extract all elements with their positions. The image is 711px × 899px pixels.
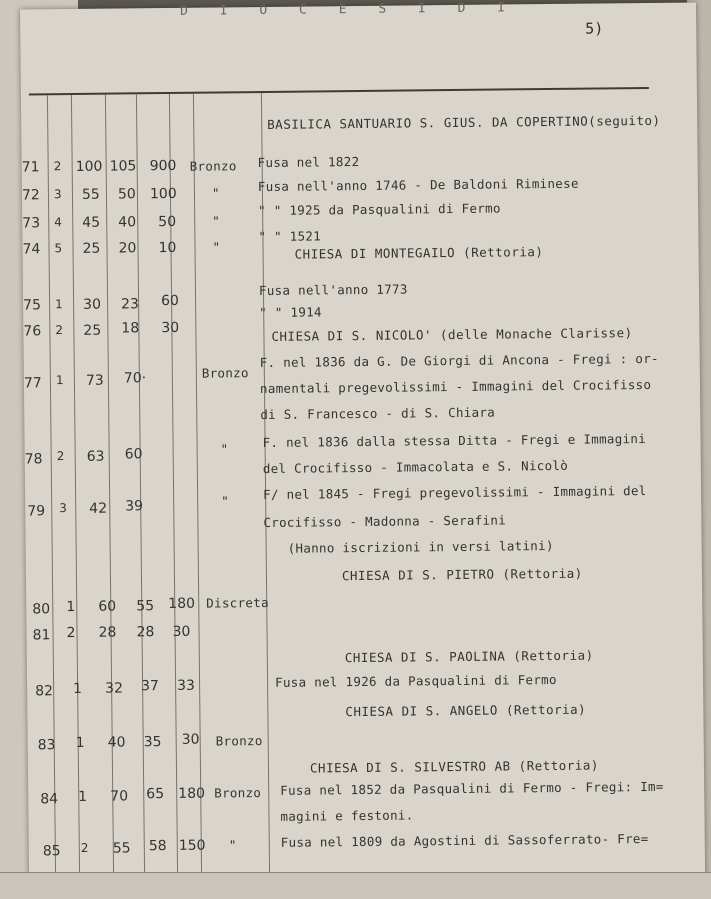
description-continuation: Crocifisso - Madonna - Serafini	[263, 512, 507, 531]
metal: "	[228, 837, 237, 853]
section-heading: CHIESA DI S. PIETRO (Rettoria)	[341, 565, 583, 584]
value-b: 60	[124, 446, 143, 463]
row-number: 80	[32, 601, 51, 618]
value-c: 180	[168, 595, 196, 613]
value-b: 39	[125, 498, 144, 515]
row-number: 82	[35, 683, 54, 700]
value-a: 60	[98, 598, 117, 615]
bell-index: 3	[59, 501, 67, 516]
bell-index: 1	[66, 598, 76, 616]
column-divider	[136, 94, 145, 894]
value-b: 58	[148, 838, 167, 855]
description: Fusa nel 1822	[257, 153, 360, 171]
top-rule	[29, 87, 649, 95]
description: F. nel 1836 da G. De Giorgi di Ancona - Fregi : or-	[259, 350, 659, 371]
description: Fusa nel 1852 da Pasqualini di Fermo - Fregi: Im=	[280, 778, 664, 798]
value-a: 28	[98, 624, 117, 641]
row-number: 85	[42, 843, 61, 860]
row-number: 73	[22, 215, 41, 232]
description: Fusa nell'anno 1773	[258, 281, 408, 299]
page-number: 5)	[585, 19, 604, 38]
description: " " 1521	[258, 228, 322, 245]
row-number: 71	[21, 159, 40, 176]
value-b: 55	[136, 598, 155, 615]
value-c: 30	[161, 319, 180, 337]
value-a: 30	[83, 296, 102, 313]
value-b: 105	[109, 158, 137, 175]
bell-index: 1	[78, 788, 88, 805]
value-b: 20	[118, 240, 137, 257]
value-a: 73	[85, 372, 104, 389]
row-number: 84	[40, 791, 59, 808]
description-continuation: del Crocifisso - Immacolata e S. Nicolò	[262, 457, 569, 477]
section-heading: BASILICA SANTUARIO S. GIUS. DA COPERTINO(seguito)	[267, 112, 661, 132]
value-a: 42	[89, 500, 108, 517]
value-b: 40	[118, 214, 137, 231]
section-heading: CHIESA DI MONTEGAILO (Rettoria)	[294, 244, 544, 262]
metal: "	[212, 213, 221, 229]
row-number: 83	[37, 737, 56, 754]
row-number: 72	[21, 187, 40, 204]
value-a: 25	[83, 322, 102, 339]
underlying-page-bottom	[0, 872, 711, 899]
description: Fusa nel 1926 da Pasqualini di Fermo	[275, 671, 557, 690]
column-divider	[105, 95, 114, 895]
bell-index: 4	[54, 215, 62, 230]
metal: "	[211, 185, 220, 201]
value-a: 63	[86, 448, 105, 465]
bell-index: 1	[75, 734, 85, 751]
value-c: 180	[178, 785, 206, 802]
description-continuation: di S. Francesco - di S. Chiara	[260, 404, 496, 423]
row-number: 81	[32, 627, 51, 644]
value-a: 32	[105, 680, 124, 697]
row-number: 79	[27, 503, 46, 520]
value-c: 10	[158, 239, 177, 257]
row-number: 75	[23, 297, 42, 314]
value-c: 50	[158, 213, 177, 231]
value-b: 28	[136, 624, 155, 641]
bell-index: 1	[55, 373, 64, 388]
value-c: 30	[172, 623, 191, 640]
description: " " 1914	[259, 304, 322, 321]
value-b: 70·	[123, 370, 147, 387]
value-b: 18	[121, 320, 140, 337]
bell-index: 3	[53, 187, 62, 202]
value-a: 55	[81, 186, 100, 203]
metal: Bronzo	[201, 365, 249, 381]
column-divider	[71, 95, 83, 895]
metal: "	[212, 239, 221, 255]
bell-index: 1	[73, 680, 83, 698]
value-a: 45	[82, 214, 101, 231]
value-a: 55	[112, 840, 131, 857]
description-continuation: (Hanno iscrizioni in versi latini)	[287, 537, 554, 556]
bell-index: 5	[54, 241, 63, 256]
value-c: 100	[149, 185, 177, 203]
row-number: 76	[23, 323, 42, 340]
value-c: 900	[149, 157, 177, 175]
section-heading: CHIESA DI S. SILVESTRO AB (Rettoria)	[309, 757, 599, 776]
bell-index: 2	[55, 323, 64, 338]
value-c: 150	[178, 837, 206, 854]
page-header: D I O C E S I D I	[179, 0, 518, 19]
metal: Bronzo	[215, 733, 263, 749]
description: F/ nel 1845 - Fregi pregevolissimi - Immagini del	[263, 483, 647, 503]
bell-index: 2	[66, 624, 76, 642]
section-heading: CHIESA DI S. NICOLO' (delle Monache Clarisse)	[271, 325, 633, 344]
bell-index: 2	[56, 449, 65, 464]
bell-index: 2	[80, 840, 89, 855]
row-number: 78	[24, 451, 43, 468]
description: " " 1925 da Pasqualini di Fermo	[258, 200, 501, 219]
metal: Bronzo	[214, 785, 262, 801]
value-c: 33	[177, 677, 196, 694]
value-b: 23	[121, 296, 140, 313]
section-heading: CHIESA DI S. ANGELO (Rettoria)	[345, 701, 587, 720]
row-number: 77	[23, 375, 42, 392]
value-a: 70	[110, 788, 129, 805]
value-b: 37	[141, 678, 160, 695]
value-a: 25	[82, 240, 101, 257]
row-number: 74	[22, 241, 41, 258]
column-divider	[193, 94, 202, 894]
value-b: 65	[146, 786, 165, 803]
value-b: 50	[117, 186, 136, 203]
value-a: 40	[107, 734, 126, 751]
metal: Bronzo	[189, 158, 237, 174]
document-sheet	[20, 2, 705, 889]
metal: Discreta	[206, 594, 269, 611]
description-continuation: magini e festoni.	[280, 807, 414, 824]
description-continuation: namentali pregevolissimi - Immagini del Crocifisso	[259, 376, 652, 397]
section-heading: CHIESA DI S. PAOLINA (Rettoria)	[344, 647, 594, 666]
description: Fusa nell'anno 1746 - De Baldoni Riminese	[257, 175, 579, 195]
value-c: 30	[181, 731, 200, 748]
metal: "	[221, 493, 230, 509]
value-b: 35	[143, 734, 162, 751]
bell-index: 1	[55, 297, 63, 312]
description: F. nel 1836 dalla stessa Ditta - Fregi e Immagini	[262, 431, 647, 451]
metal: "	[220, 441, 229, 457]
value-a: 100	[75, 158, 103, 175]
value-c: 60	[160, 292, 179, 310]
description: Fusa nel 1809 da Agostini di Sassoferrato- Fre=	[280, 831, 649, 850]
bell-index: 2	[53, 159, 62, 174]
